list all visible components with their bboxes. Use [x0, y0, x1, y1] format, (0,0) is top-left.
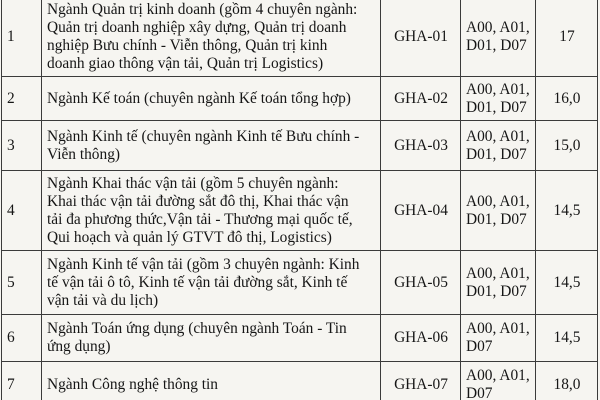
major-name-line: Ngành Kinh tế (chuyên ngành Kinh tế Bưu chính - [47, 127, 360, 145]
table-row [2, 171, 598, 251]
major-code: GHA-06 [381, 315, 461, 362]
major-name-line: Ngành Kế toán (chuyên ngành Kế toán tổng hợp) [47, 89, 351, 107]
cutoff-score: 16,0 [536, 77, 598, 121]
major-name [42, 77, 381, 121]
cutoff-score: 14,5 [536, 315, 598, 362]
subject-combinations: A00, A01, D01, D07 [461, 251, 536, 315]
row-number: 2 [2, 77, 42, 121]
major-code: GHA-05 [381, 251, 461, 315]
table-row [2, 362, 598, 400]
subject-combinations: A00, A01, D01, D07 [461, 171, 536, 251]
major-name-line: ứng dụng) [47, 338, 111, 355]
major-name-line: vận tải và du lịch) [47, 291, 159, 309]
major-name [42, 315, 381, 362]
major-name [42, 171, 381, 251]
row-number: 1 [2, 0, 42, 77]
major-name-line: tải đa phương thức,Vận tải - Thương mại quốc tế, [47, 210, 353, 228]
table-row [2, 0, 598, 77]
row-number: 3 [2, 121, 42, 171]
subject-combinations: A00, A01, D07 [461, 362, 536, 400]
subject-combinations: A00, A01, D01, D07 [461, 77, 536, 121]
table-row [2, 77, 598, 121]
major-code: GHA-02 [381, 77, 461, 121]
major-name-line: Ngành Khai thác vận tải (gồm 5 chuyên ngành: [47, 174, 339, 192]
row-number: 7 [2, 362, 42, 400]
major-name [42, 251, 381, 315]
major-code: GHA-01 [381, 0, 461, 77]
subject-combinations: A00, A01, D07 [461, 315, 536, 362]
major-name-line: tế vận tải ô tô, Kinh tế vận tải đường sắt, Kinh tế [47, 273, 348, 291]
major-name-line: Quản trị doanh nghiệp xây dựng, Quản trị doanh [47, 18, 347, 36]
row-number: 6 [2, 315, 42, 362]
major-name-line: Ngành Quản trị kinh doanh (gồm 4 chuyên ngành: [47, 0, 358, 18]
major-name [42, 121, 381, 171]
major-name-line: Ngành Công nghệ thông tin [47, 375, 218, 393]
row-number: 4 [2, 171, 42, 251]
row-number: 5 [2, 251, 42, 315]
major-name [42, 362, 381, 400]
table-row [2, 121, 598, 171]
major-name-line: Khai thác vận tải đường sắt đô thị, Khai thác vận [47, 192, 349, 210]
table-row [2, 315, 598, 362]
major-name-line: nghiệp Bưu chính - Viễn thông, Quản trị kinh [47, 36, 328, 54]
subject-combinations: A00, A01, D01, D07 [461, 121, 536, 171]
major-name-line: Qui hoạch và quản lý GTVT đô thị, Logistics) [47, 228, 332, 246]
cutoff-score: 14,5 [536, 251, 598, 315]
table-row [2, 251, 598, 315]
cutoff-score: 15,0 [536, 121, 598, 171]
major-name-line: doanh giao thông vận tải, Quản trị Logistics) [47, 54, 324, 72]
major-code: GHA-07 [381, 362, 461, 400]
major-name-line: Viễn thông) [47, 145, 121, 163]
major-name-line: Ngành Kinh tế vận tải (gồm 3 chuyên ngành: Kinh [47, 255, 360, 273]
subject-combinations: A00, A01, D01, D07 [461, 0, 536, 77]
major-code: GHA-03 [381, 121, 461, 171]
major-name [42, 0, 381, 77]
cutoff-score: 17 [536, 0, 598, 77]
cutoff-score: 14,5 [536, 171, 598, 251]
major-code: GHA-04 [381, 171, 461, 251]
major-name-line: Ngành Toán ứng dụng (chuyên ngành Toán - Tin [47, 320, 347, 337]
cutoff-score: 18,0 [536, 362, 598, 400]
admission-scores-table [1, 0, 598, 400]
